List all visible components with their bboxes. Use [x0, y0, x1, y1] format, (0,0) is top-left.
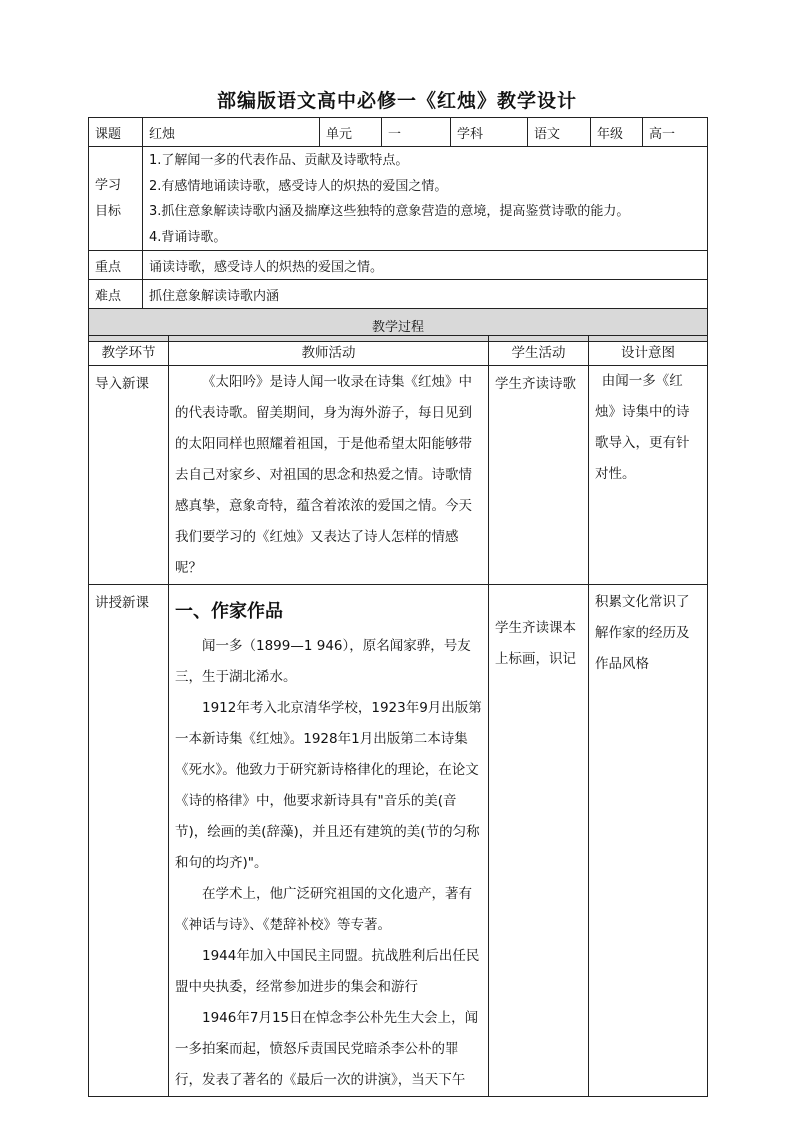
danyuan-value: 一	[382, 118, 451, 147]
keti-label: 课题	[89, 118, 143, 147]
new-lesson-student: 学生齐读课本上标画，识记	[489, 585, 589, 1097]
column-header-row	[89, 336, 708, 366]
new-lesson-row	[89, 585, 708, 1097]
goal-item: 1.了解闻一多的代表作品、贡献及诗歌特点。	[149, 153, 409, 168]
difficulty-label: 难点	[89, 280, 143, 309]
section-heading: 一、作家作品	[175, 601, 283, 622]
goal-item: 3.抓住意象解读诗歌内涵及揣摩这些独特的意象营造的意境，提高鉴赏诗歌的能力。	[149, 204, 630, 219]
xueke-label: 学科	[451, 118, 528, 147]
author-paragraph: 1946年7月15日在悼念李公朴先生大会上，闻一多拍案而起，愤怒斥责国民党暗杀李公朴的罪行，发表了著名的《最后一次的讲演》，当天下午	[175, 1010, 479, 1088]
process-table	[88, 335, 708, 1097]
keti-value: 红烛	[143, 118, 320, 147]
header-row	[89, 118, 708, 147]
lesson-info-table	[88, 117, 708, 342]
intro-student: 学生齐读诗歌	[489, 366, 589, 585]
intro-design: 由闻一多《红烛》诗集中的诗歌导入，更有针对性。	[589, 366, 708, 585]
focus-label: 重点	[89, 251, 143, 280]
new-lesson-step: 讲授新课	[89, 585, 169, 1097]
col-teacher: 教师活动	[169, 336, 489, 366]
nianji-value: 高一	[643, 118, 708, 147]
author-paragraph: 在学术上，他广泛研究祖国的文化遗产，著有《神话与诗》、《楚辞补校》等专著。	[175, 886, 472, 933]
goals-row	[89, 147, 708, 251]
focus-value: 诵读诗歌，感受诗人的炽热的爱国之情。	[143, 251, 708, 280]
author-paragraph: 闻一多（1899—1 946），原名闻家骅，号友三，生于湖北浠水。	[175, 638, 471, 685]
author-paragraph: 1944年加入中国民主同盟。抗战胜利后出任民盟中央执委，经常参加进步的集会和游行	[175, 948, 480, 995]
new-lesson-teacher-cell	[169, 585, 489, 1097]
col-student: 学生活动	[489, 336, 589, 366]
nianji-label: 年级	[591, 118, 643, 147]
intro-teacher-cell	[169, 366, 489, 585]
goal-item: 2.有感情地诵读诗歌，感受诗人的炽热的爱国之情。	[149, 178, 448, 194]
col-design: 设计意图	[589, 336, 708, 366]
intro-teacher-text: 《太阳吟》是诗人闻一收录在诗集《红烛》中的代表诗歌。留美期间，身为海外游子，每日见到的太阳同样也照耀着祖国，于是他希望太阳能够带去自己对家乡、对祖国的思念和热爱之情。诗歌情感真挚，意象奇特，蕴含着浓浓的爱国之情。今天我们要学习的《红烛》又表达了诗人怎样的情感呢？	[175, 374, 472, 576]
goals-list	[143, 147, 708, 251]
goals-label-line2: 目标	[95, 203, 122, 219]
goals-label-line1: 学习	[95, 177, 122, 193]
new-lesson-design: 积累文化常识了解作家的经历及作品风格	[589, 585, 708, 1097]
intro-row	[89, 366, 708, 585]
difficulty-row	[89, 280, 708, 309]
col-step: 教学环节	[89, 336, 169, 366]
danyuan-label: 单元	[320, 118, 382, 147]
goals-label	[89, 147, 143, 251]
intro-step: 导入新课	[89, 366, 169, 585]
author-paragraph: 1912年考入北京清华学校，1923年9月出版第一本新诗集《红烛》。1928年1月出版第二本诗集《死水》。他致力于研究新诗格律化的理论，在论文《诗的格律》中，他要求新诗具有"音乐的美(音节)，绘画的美(辞藻)，并且还有建筑的美(节的匀称和句的均齐)"。	[175, 700, 482, 871]
difficulty-value: 抓住意象解读诗歌内涵	[143, 280, 708, 309]
process-title: 教学过程	[89, 309, 708, 342]
goal-item: 4.背诵诗歌。	[149, 229, 227, 245]
xueke-value: 语文	[528, 118, 591, 147]
document-title: 部编版语文高中必修一《红烛》教学设计	[216, 90, 577, 112]
focus-row	[89, 251, 708, 280]
